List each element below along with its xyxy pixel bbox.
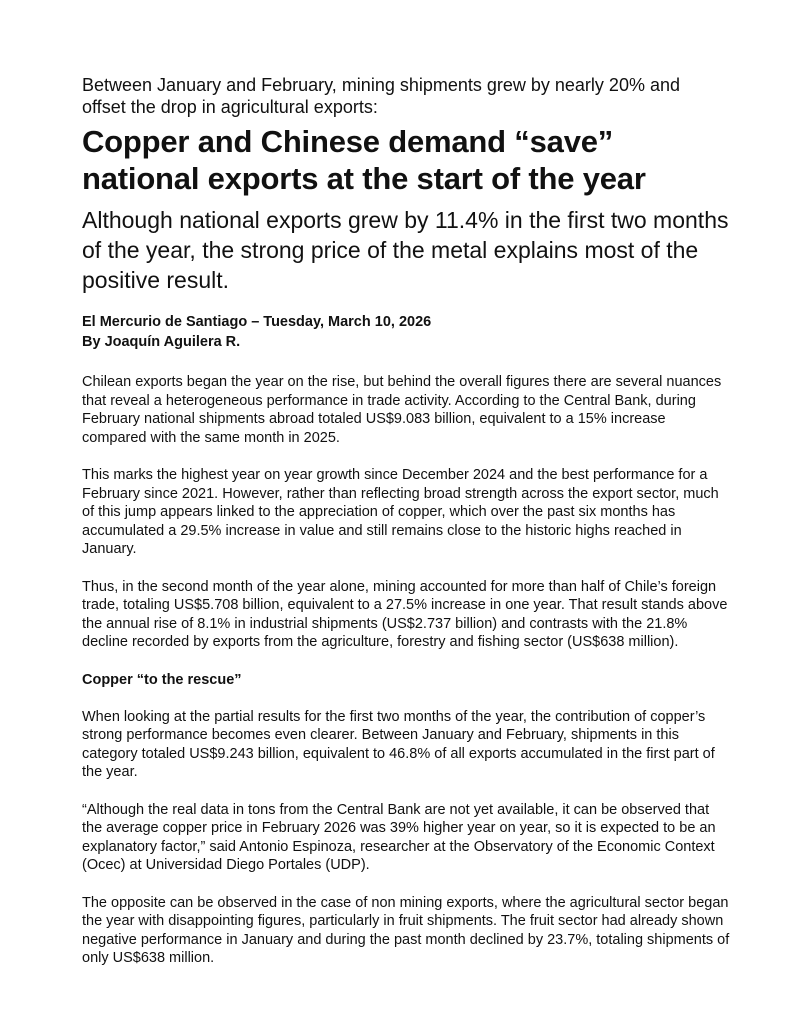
- article-kicker: Between January and February, mining shipments grew by nearly 20% and offset the drop in agricultural exports:: [82, 75, 680, 117]
- author-line: By Joaquín Aguilera R.: [82, 334, 241, 350]
- article-headline: Copper and Chinese demand “save” national exports at the start of the year: [82, 124, 646, 196]
- body-paragraph: This marks the highest year on year growth since December 2024 and the best performance for a February since 2021. However, rather than reflecting broad strength across the export sector, much of this jump appears linked to the appreciation of copper, which over the past six months has accumulated a 29.5% increase in value and still remains close to the historic highs reached in January.: [82, 466, 719, 558]
- section-heading: Copper “to the rescue”: [82, 671, 242, 688]
- article-body: [82, 373, 732, 968]
- byline: [82, 312, 740, 352]
- source-line: El Mercurio de Santiago – Tuesday, March 10, 2026: [82, 314, 432, 330]
- body-paragraph: The opposite can be observed in the case of non mining exports, where the agricultural sector began the year with disappointing figures, particularly in fruit shipments. The fruit sector had already shown negative performance in January and during the past month declined by 23.7%, totaling shipments of only US$638 million.: [82, 894, 730, 967]
- body-paragraph: Thus, in the second month of the year alone, mining accounted for more than half of Chile’s foreign trade, totaling US$5.708 billion, equivalent to a 27.5% increase in one year. That result stands above the annual rise of 8.1% in industrial shipments (US$2.737 billion) and contrasts with the 21.8% decline recorded by exports from the agriculture, forestry and fishing sector (US$638 million).: [82, 578, 728, 651]
- body-paragraph: Chilean exports began the year on the rise, but behind the overall figures there are several nuances that reveal a heterogeneous performance in trade activity. According to the Central Bank, during February national shipments abroad totaled US$9.083 billion, equivalent to a 15% increase compared with the same month in 2025.: [82, 374, 722, 446]
- body-paragraph: When looking at the partial results for the first two months of the year, the contribution of copper’s strong performance becomes even clearer. Between January and February, shipments in this category totaled US$9.243 billion, equivalent to 46.8% of all exports accumulated in the first part of the year.: [82, 708, 715, 781]
- body-paragraph: “Although the real data in tons from the Central Bank are not yet available, it can be observed that the average copper price in February 2026 was 39% higher year on year, so it is expected to be an explanatory factor,” said Antonio Espinoza, researcher at the Observatory of the Economic Context (Ocec) at Universidad Diego Portales (UDP).: [82, 801, 716, 874]
- article-subhead: Although national exports grew by 11.4% in the first two months of the year, the strong price of the metal explains most of the positive result.: [82, 207, 729, 293]
